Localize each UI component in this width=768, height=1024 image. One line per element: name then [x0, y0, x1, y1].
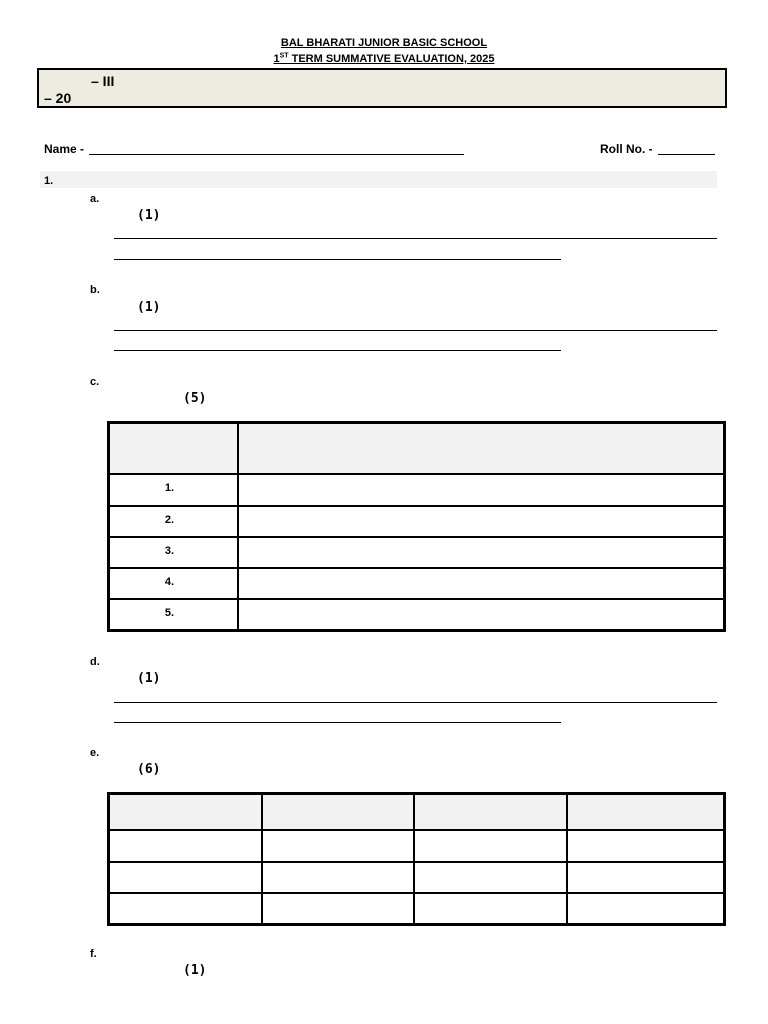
row-number: 2.: [164, 513, 175, 526]
name-blank[interactable]: [89, 154, 464, 155]
table-e-cell[interactable]: [109, 862, 262, 893]
class-info: [91, 73, 114, 89]
term-prefix: 1: [273, 53, 280, 65]
question-b-marker: b.: [90, 284, 100, 296]
table-e-header-4: [567, 794, 724, 830]
table-c-answer-cell-3[interactable]: [238, 537, 725, 568]
table-c-header-2: [238, 423, 725, 474]
row-number: 1.: [164, 481, 175, 494]
question-d-marks: (1): [137, 671, 161, 686]
table-row: [109, 862, 725, 893]
question-e-marks: (6): [137, 762, 161, 777]
question-a-answer-line-1[interactable]: [114, 238, 717, 239]
table-c-label-4: [109, 568, 238, 599]
question-d-answer-line-2[interactable]: [114, 722, 561, 723]
question-a-answer-line-2[interactable]: [114, 259, 561, 260]
table-c-answer-cell-2[interactable]: [238, 506, 725, 537]
table-e-cell[interactable]: [567, 862, 724, 893]
table-c-label-5: [109, 599, 238, 631]
question-d-answer-line-1[interactable]: [114, 702, 717, 703]
question-b-answer-line-1[interactable]: [114, 330, 717, 331]
question-c-marks: (5): [183, 391, 207, 406]
term-title: [0, 52, 768, 66]
table-row: [109, 537, 725, 568]
section-band: [40, 171, 717, 188]
term-superscript: ST: [279, 52, 289, 60]
question-e-table: [107, 792, 726, 926]
table-e-cell[interactable]: [567, 830, 724, 862]
table-e-cell[interactable]: [109, 893, 262, 925]
roll-blank[interactable]: [658, 154, 715, 155]
name-label: Name -: [44, 142, 85, 156]
table-e-cell[interactable]: [109, 830, 262, 862]
table-e-cell[interactable]: [262, 893, 414, 925]
table-e-header-2: [262, 794, 414, 830]
row-number: 4.: [164, 575, 175, 588]
table-c-answer-cell-5[interactable]: [238, 599, 725, 631]
table-row: [109, 830, 725, 862]
table-c-label-2: [109, 506, 238, 537]
table-c-label-1: [109, 474, 238, 506]
table-row: [109, 599, 725, 631]
question-c-table: [107, 421, 726, 632]
question-f-marker: f.: [90, 948, 97, 960]
question-c-marker: c.: [90, 376, 100, 388]
question-e-marker: e.: [90, 747, 100, 759]
table-row: [109, 474, 725, 506]
question-a-marker: a.: [90, 193, 100, 205]
question-b-marks: (1): [137, 300, 161, 315]
table-e-cell[interactable]: [262, 830, 414, 862]
table-e-cell[interactable]: [414, 893, 567, 925]
table-row: [109, 506, 725, 537]
table-c-label-3: [109, 537, 238, 568]
question-a-marks: (1): [137, 208, 161, 223]
class-value: – III: [91, 73, 115, 89]
question-b-answer-line-2[interactable]: [114, 350, 561, 351]
term-rest: TERM SUMMATIVE EVALUATION, 2025: [288, 53, 495, 65]
table-c-header-1: [109, 423, 238, 474]
table-e-cell[interactable]: [414, 862, 567, 893]
row-number: 3.: [164, 544, 175, 557]
table-e-cell[interactable]: [414, 830, 567, 862]
section-number: 1.: [44, 175, 54, 187]
table-row: [109, 568, 725, 599]
table-e-header-1: [109, 794, 262, 830]
table-row: [109, 893, 725, 925]
table-e-header-3: [414, 794, 567, 830]
school-name: BAL BHARATI JUNIOR BASIC SCHOOL: [280, 37, 488, 49]
table-c-answer-cell-1[interactable]: [238, 474, 725, 506]
exam-info-box: [37, 68, 727, 108]
table-e-cell[interactable]: [262, 862, 414, 893]
marks-value: – 20: [44, 90, 72, 106]
roll-label: Roll No. -: [600, 142, 653, 156]
row-number: 5.: [164, 606, 175, 619]
table-e-cell[interactable]: [567, 893, 724, 925]
question-d-marker: d.: [90, 656, 100, 668]
table-c-answer-cell-4[interactable]: [238, 568, 725, 599]
question-f-marks: (1): [183, 963, 207, 978]
